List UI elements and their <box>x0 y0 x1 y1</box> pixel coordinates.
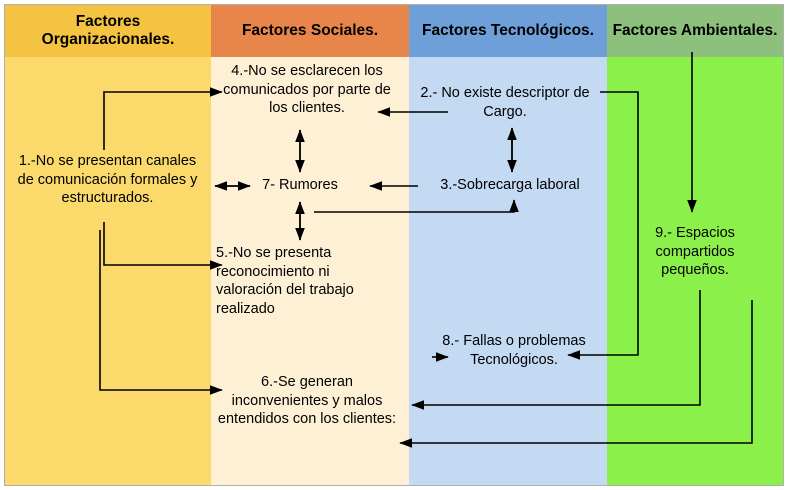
column-band-tecnologicos <box>409 5 607 485</box>
node-2 <box>412 84 598 121</box>
node-7 <box>246 176 354 195</box>
node-label: 8.- Fallas o problemas Tecnológicos. <box>442 333 586 368</box>
node-8 <box>424 332 604 369</box>
node-label: 6.-Se generan inconvenientes y malos entendidos con los clientes: <box>217 374 397 428</box>
column-header-sociales <box>211 5 409 57</box>
column-header-label: Factores Organizacionales. <box>41 13 175 48</box>
node-6 <box>214 373 400 429</box>
column-header-label: Factores Tecnológicos. <box>422 22 594 40</box>
node-5 <box>216 244 396 318</box>
node-label: 3.-Sobrecarga laboral <box>440 177 580 193</box>
node-9 <box>620 224 770 280</box>
column-header-label: Factores Sociales. <box>241 22 379 40</box>
node-label: 1.-No se presentan canales de comunicación formales y estructurados. <box>17 153 198 207</box>
node-label: 5.-No se presenta reconocimiento ni valoración del trabajo realizado <box>216 245 354 317</box>
node-label: 9.- Espacios compartidos pequeños. <box>655 225 735 279</box>
column-header-tecnologicos <box>409 5 607 57</box>
node-label: 2.- No existe descriptor de Cargo. <box>420 85 590 120</box>
column-header-label: Factores Ambientales. <box>612 22 778 40</box>
column-band-organizacionales <box>5 5 211 485</box>
node-label: 7- Rumores <box>262 177 338 193</box>
node-1 <box>10 152 205 208</box>
column-header-ambientales <box>607 5 783 57</box>
node-3 <box>420 176 600 195</box>
node-label: 4.-No se esclarecen los comunicados por parte de los clientes. <box>223 63 391 117</box>
column-header-organizacionales <box>5 5 211 57</box>
node-4 <box>214 62 400 118</box>
